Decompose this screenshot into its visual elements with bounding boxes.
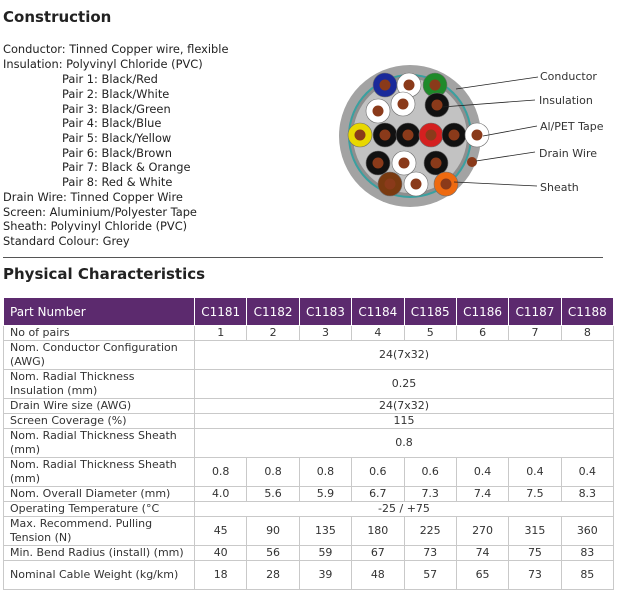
core-conductor	[373, 106, 384, 117]
core-conductor	[403, 130, 414, 141]
core-conductor	[380, 130, 391, 141]
table-row	[4, 546, 614, 561]
column-header-c1184: C1184	[352, 298, 404, 326]
spec-pair-8: Pair 8: Red & White	[62, 175, 173, 189]
table-row	[4, 561, 614, 590]
cell-value: 0.8	[247, 458, 299, 487]
row-value-all: 0.8	[195, 429, 614, 458]
physical-characteristics-table	[3, 297, 614, 590]
core-conductor	[426, 130, 437, 141]
table-row	[4, 458, 614, 487]
row-value-all: 24(7x32)	[195, 341, 614, 370]
spec-screen: Screen: Aluminium/Polyester Tape	[3, 205, 197, 219]
cell-value: 67	[352, 546, 404, 561]
cell-value: 74	[456, 546, 508, 561]
column-header-c1185: C1185	[404, 298, 456, 326]
cell-value: 180	[352, 517, 404, 546]
cell-value: 75	[509, 546, 561, 561]
cell-value: 0.8	[299, 458, 351, 487]
cell-value: 73	[509, 561, 561, 590]
column-header-part-number: Part Number	[4, 298, 195, 326]
section-divider	[3, 257, 603, 258]
row-label: No of pairs	[4, 326, 195, 341]
cell-value: 0.4	[509, 458, 561, 487]
column-header-c1187: C1187	[509, 298, 561, 326]
row-label: Screen Coverage (%)	[4, 414, 195, 429]
spec-pair-3: Pair 3: Black/Green	[62, 102, 171, 116]
cell-value: 5	[404, 326, 456, 341]
spec-conductor: Conductor: Tinned Copper wire, flexible	[3, 42, 229, 56]
core-conductor	[449, 130, 460, 141]
cell-value: 7	[509, 326, 561, 341]
cell-value: 4.0	[195, 487, 247, 502]
cell-value: 90	[247, 517, 299, 546]
core-conductor	[472, 130, 483, 141]
cell-value: 28	[247, 561, 299, 590]
cell-value: 73	[404, 546, 456, 561]
cell-value: 0.6	[404, 458, 456, 487]
cell-value: 7.4	[456, 487, 508, 502]
table-header-row	[4, 298, 614, 326]
cell-value: 360	[561, 517, 613, 546]
row-label: Min. Bend Radius (install) (mm)	[4, 546, 195, 561]
row-label: Nom. Conductor Configuration (AWG)	[4, 341, 195, 370]
cell-value: 0.6	[352, 458, 404, 487]
cell-value: 6	[456, 326, 508, 341]
legend-insulation: Insulation	[539, 94, 593, 107]
cell-value: 4	[352, 326, 404, 341]
spec-standard-colour: Standard Colour: Grey	[3, 234, 130, 248]
cell-value: 48	[352, 561, 404, 590]
cell-value: 315	[509, 517, 561, 546]
core-conductor	[355, 130, 366, 141]
cell-value: 2	[247, 326, 299, 341]
core-conductor	[431, 158, 442, 169]
row-value-all: 24(7x32)	[195, 399, 614, 414]
table-row	[4, 517, 614, 546]
drain-wire	[467, 157, 477, 167]
cell-value: 18	[195, 561, 247, 590]
row-label: Nom. Radial Thickness Sheath (mm)	[4, 458, 195, 487]
cell-value: 57	[404, 561, 456, 590]
cell-value: 45	[195, 517, 247, 546]
cell-value: 56	[247, 546, 299, 561]
table-row	[4, 399, 614, 414]
cell-value: 7.3	[404, 487, 456, 502]
core-conductor	[404, 80, 415, 91]
spec-pair-6: Pair 6: Black/Brown	[62, 146, 172, 160]
cell-value: 65	[456, 561, 508, 590]
core-conductor	[399, 158, 410, 169]
legend-drain-wire: Drain Wire	[539, 147, 597, 160]
row-value-all: 0.25	[195, 370, 614, 399]
table-row	[4, 341, 614, 370]
cell-value: 3	[299, 326, 351, 341]
spec-pair-7: Pair 7: Black & Orange	[62, 160, 191, 174]
cell-value: 225	[404, 517, 456, 546]
core-conductor	[385, 179, 396, 190]
row-label: Max. Recommend. Pulling Tension (N)	[4, 517, 195, 546]
row-label: Drain Wire size (AWG)	[4, 399, 195, 414]
table-row	[4, 326, 614, 341]
cell-value: 5.6	[247, 487, 299, 502]
cell-value: 270	[456, 517, 508, 546]
table-row	[4, 370, 614, 399]
cell-value: 8	[561, 326, 613, 341]
spec-pair-1: Pair 1: Black/Red	[62, 72, 158, 86]
spec-pair-2: Pair 2: Black/White	[62, 87, 170, 101]
spec-pair-5: Pair 5: Black/Yellow	[62, 131, 172, 145]
core-conductor	[430, 80, 441, 91]
row-label: Operating Temperature (°C	[4, 502, 195, 517]
core-conductor	[432, 100, 443, 111]
cell-value: 8.3	[561, 487, 613, 502]
cell-value: 7.5	[509, 487, 561, 502]
cell-value: 135	[299, 517, 351, 546]
column-header-c1186: C1186	[456, 298, 508, 326]
row-value-all: -25 / +75	[195, 502, 614, 517]
legend-al-pet-tape: Al/PET Tape	[540, 120, 604, 133]
cell-value: 1	[195, 326, 247, 341]
physical-heading: Physical Characteristics	[3, 265, 206, 283]
spec-drain-wire: Drain Wire: Tinned Copper Wire	[3, 190, 183, 204]
table-row	[4, 429, 614, 458]
cell-value: 0.4	[456, 458, 508, 487]
cell-value: 5.9	[299, 487, 351, 502]
cell-value: 83	[561, 546, 613, 561]
column-header-c1182: C1182	[247, 298, 299, 326]
legend-conductor: Conductor	[540, 70, 597, 83]
core-conductor	[373, 158, 384, 169]
spec-pair-4: Pair 4: Black/Blue	[62, 116, 162, 130]
row-label: Nom. Overall Diameter (mm)	[4, 487, 195, 502]
column-header-c1188: C1188	[561, 298, 613, 326]
row-label: Nom. Radial Thickness Sheath (mm)	[4, 429, 195, 458]
column-header-c1181: C1181	[195, 298, 247, 326]
column-header-c1183: C1183	[299, 298, 351, 326]
cell-value: 6.7	[352, 487, 404, 502]
cell-value: 59	[299, 546, 351, 561]
core-conductor	[380, 80, 391, 91]
construction-heading: Construction	[3, 8, 112, 26]
cell-value: 39	[299, 561, 351, 590]
legend-sheath: Sheath	[540, 181, 579, 194]
row-label: Nominal Cable Weight (kg/km)	[4, 561, 195, 590]
cell-value: 40	[195, 546, 247, 561]
spec-insulation: Insulation: Polyvinyl Chloride (PVC)	[3, 57, 203, 71]
core-conductor	[398, 99, 409, 110]
table-row	[4, 487, 614, 502]
cell-value: 85	[561, 561, 613, 590]
core-conductor	[411, 179, 422, 190]
row-value-all: 115	[195, 414, 614, 429]
spec-sheath: Sheath: Polyvinyl Chloride (PVC)	[3, 219, 188, 233]
table-row	[4, 414, 614, 429]
core-conductor	[441, 179, 452, 190]
cell-value: 0.8	[195, 458, 247, 487]
row-label: Nom. Radial Thickness Insulation (mm)	[4, 370, 195, 399]
cell-value: 0.4	[561, 458, 613, 487]
table-row	[4, 502, 614, 517]
